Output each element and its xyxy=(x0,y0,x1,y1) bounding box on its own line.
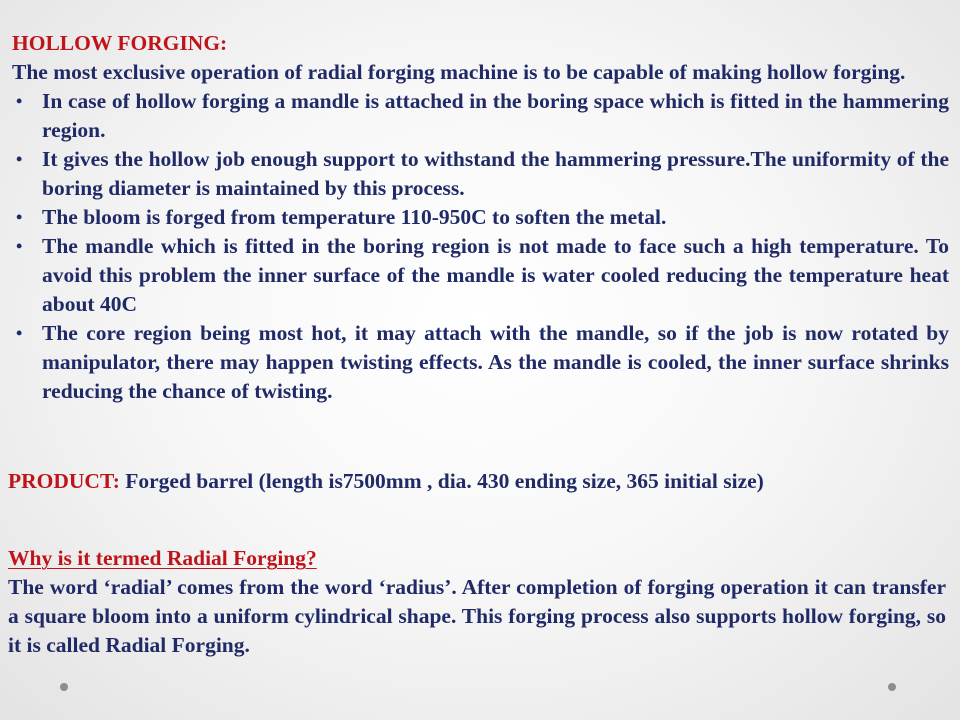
bullet-item xyxy=(12,145,949,203)
product-text: Forged barrel (length is7500mm , dia. 430 ending size, 365 initial size) xyxy=(119,469,764,493)
hollow-forging-intro: The most exclusive operation of radial forging machine is to be capable of making hollow forging. xyxy=(12,60,906,84)
bullet-text: The bloom is forged from temperature 110-950C to soften the metal. xyxy=(42,205,667,229)
product-label: PRODUCT: xyxy=(8,469,120,493)
bullet-item xyxy=(12,319,949,406)
bullet-dot: • xyxy=(16,236,23,256)
bullet-text: The mandle which is fitted in the boring region is not made to face such a high temperature. To avoid this problem the inner surface of the mandle is water cooled reducing the temperature heat about 40C xyxy=(42,234,949,316)
bullet-dot: • xyxy=(16,91,23,111)
why-radial-heading: Why is it termed Radial Forging? xyxy=(8,546,317,570)
bullet-item xyxy=(12,87,949,145)
slide-dot-right xyxy=(888,683,896,691)
hollow-forging-heading: HOLLOW FORGING: xyxy=(12,31,228,55)
product-line xyxy=(8,467,948,496)
slide-dot-left xyxy=(60,683,68,691)
why-radial-body: The word ‘radial’ comes from the word ‘radius’. After completion of forging operation it can transfer a square bloom into a uniform cylindrical shape. This forging process also supports hollow forging, so it is called Radial Forging. xyxy=(8,575,946,657)
why-radial-section xyxy=(8,544,946,660)
bullet-dot: • xyxy=(16,149,23,169)
bullet-item xyxy=(12,232,949,319)
bullet-text: It gives the hollow job enough support to withstand the hammering pressure.The uniformity of the boring diameter is maintained by this process. xyxy=(42,147,949,200)
bullet-item xyxy=(12,203,949,232)
hollow-forging-section xyxy=(12,29,949,406)
bullet-text: The core region being most hot, it may attach with the mandle, so if the job is now rotated by manipulator, there may happen twisting effects. As the mandle is cooled, the inner surface shrinks reducing the chance of twisting. xyxy=(42,321,949,403)
bullet-text: In case of hollow forging a mandle is attached in the boring space which is fitted in the hammering region. xyxy=(42,89,949,142)
hollow-forging-bullet-list xyxy=(12,87,949,406)
bullet-dot: • xyxy=(16,207,23,227)
bullet-dot: • xyxy=(16,323,23,343)
